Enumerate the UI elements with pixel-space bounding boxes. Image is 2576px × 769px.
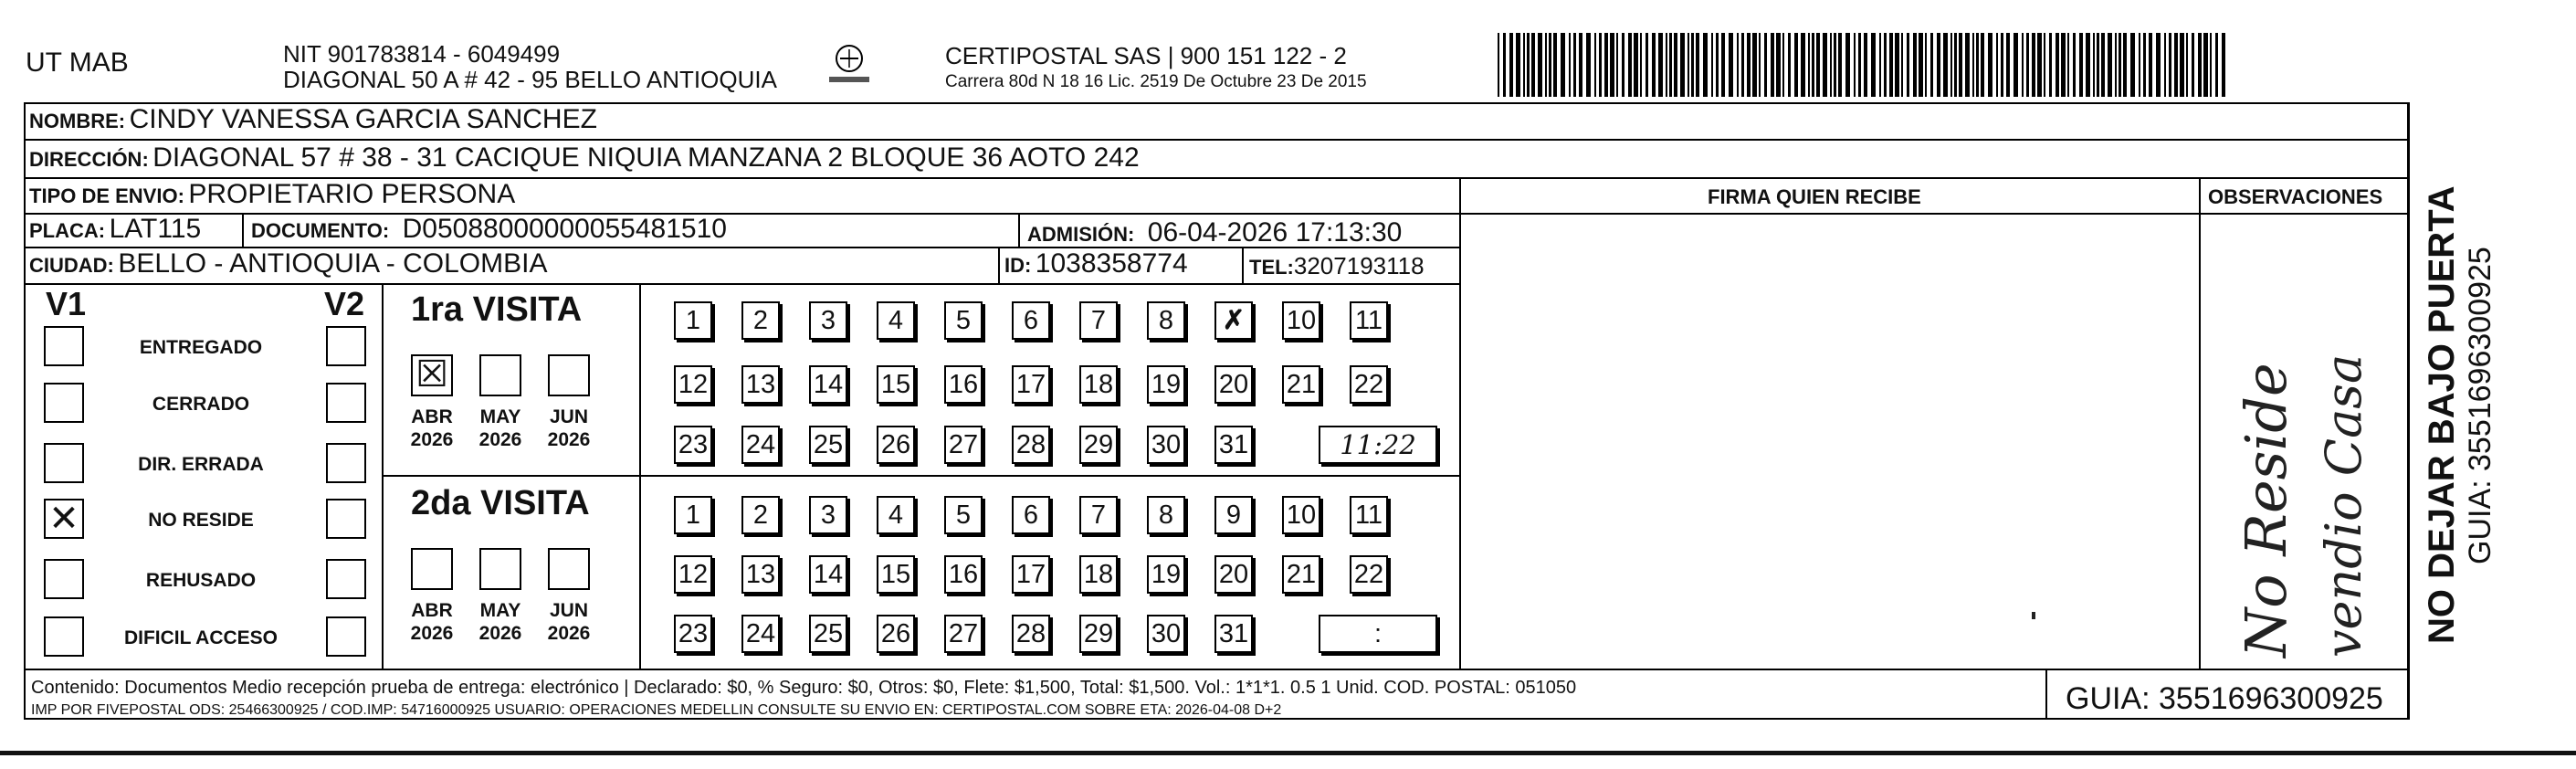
first-visit-day[interactable]: 4 xyxy=(877,301,915,340)
tel-cell xyxy=(1249,252,1425,280)
first-visit-day[interactable]: 31 xyxy=(1214,426,1253,464)
v2-header: V2 xyxy=(324,285,365,322)
name-row xyxy=(29,104,597,135)
carrier-license: Carrera 80d N 18 16 Lic. 2519 De Octubre 23 De 2015 xyxy=(945,72,1367,91)
city-value: BELLO - ANTIOQUIA - COLOMBIA xyxy=(118,248,548,279)
v1-checkbox[interactable] xyxy=(44,326,84,366)
second-visit-month-label xyxy=(405,599,458,645)
v1-checkbox[interactable] xyxy=(44,383,84,423)
second-visit-day[interactable]: 31 xyxy=(1214,615,1253,653)
first-visit-day[interactable]: 26 xyxy=(877,426,915,464)
handwritten-note-1: No Reside xyxy=(2233,363,2299,658)
second-visit-time[interactable]: : xyxy=(1319,615,1437,653)
second-visit-day[interactable]: 28 xyxy=(1012,615,1050,653)
address-label: DIRECCIÓN: xyxy=(29,148,149,171)
admission-label: ADMISIÓN: xyxy=(1027,223,1135,246)
first-visit-day[interactable]: 25 xyxy=(809,426,847,464)
second-visit-day[interactable]: 17 xyxy=(1012,555,1050,594)
second-visit-month-box[interactable] xyxy=(548,548,590,590)
v1-checkbox[interactable] xyxy=(44,559,84,599)
id-label: ID: xyxy=(1004,254,1032,277)
first-visit-day[interactable]: 18 xyxy=(1079,365,1118,404)
type-label: TIPO DE ENVIO: xyxy=(29,184,184,207)
second-visit-day[interactable]: 7 xyxy=(1079,496,1118,534)
first-visit-day[interactable]: 14 xyxy=(809,365,847,404)
second-visit-day[interactable]: 30 xyxy=(1147,615,1185,653)
handwritten-note-2: vendio Casa xyxy=(2315,353,2372,658)
month-year: 2026 xyxy=(410,429,454,450)
document-label: DOCUMENTO: xyxy=(251,219,390,242)
first-visit-day[interactable]: 17 xyxy=(1012,365,1050,404)
second-visit-day[interactable]: 21 xyxy=(1282,555,1320,594)
admission-value: 06-04-2026 17:13:30 xyxy=(1147,217,1403,248)
name-label: NOMBRE: xyxy=(29,110,126,132)
observations-area xyxy=(2205,219,2402,665)
first-visit-day[interactable]: 2 xyxy=(741,301,780,340)
first-visit-month-label xyxy=(542,406,595,451)
second-visit-day[interactable]: 26 xyxy=(877,615,915,653)
second-visit-day[interactable]: 15 xyxy=(877,555,915,594)
month-year: 2026 xyxy=(478,429,522,450)
second-visit-title: 2da VISITA xyxy=(411,484,590,522)
first-visit-month-box[interactable] xyxy=(548,354,590,396)
carrier-name: CERTIPOSTAL SAS | 900 151 122 - 2 xyxy=(945,42,1347,69)
side-guia: GUIA: 3551696300925 xyxy=(2463,247,2497,564)
month-name: ABR xyxy=(411,600,453,621)
v1-checkbox[interactable] xyxy=(44,443,84,483)
shipment-type: PROPIETARIO PERSONA xyxy=(188,179,516,209)
first-visit-day[interactable]: 7 xyxy=(1079,301,1118,340)
first-visit-day[interactable]: 30 xyxy=(1147,426,1185,464)
first-visit-month-box[interactable] xyxy=(479,354,521,396)
footer-content: Contenido: Documentos Medio recepción prueba de entrega: electrónico | Declarado: $0, % Seguro: $0, Otros: $0, Flete: $1,500, Total: $1,500. Vol.: 1*1*1. 0.5 1 Unid. COD. POSTAL: 051050 xyxy=(31,678,1577,698)
v2-checkbox[interactable] xyxy=(326,559,366,599)
second-visit-day[interactable]: 24 xyxy=(741,615,780,653)
second-visit-day[interactable]: 14 xyxy=(809,555,847,594)
first-visit-day[interactable]: 11 xyxy=(1350,301,1388,340)
first-visit-day[interactable]: 28 xyxy=(1012,426,1050,464)
signature-area xyxy=(1466,219,2192,665)
recipient-name: CINDY VANESSA GARCIA SANCHEZ xyxy=(129,104,597,134)
status-option-label: NO RESIDE xyxy=(148,510,254,531)
month-year: 2026 xyxy=(410,623,454,644)
plate-cell xyxy=(29,214,201,245)
month-year: 2026 xyxy=(547,623,591,644)
second-visit-day[interactable]: 6 xyxy=(1012,496,1050,534)
second-visit-day[interactable]: 12 xyxy=(674,555,712,594)
company-name: UT MAB xyxy=(26,47,129,78)
ink-dot xyxy=(2032,612,2035,619)
second-visit-day[interactable]: 13 xyxy=(741,555,780,594)
tel-value: 3207193118 xyxy=(1293,252,1425,279)
second-visit-day[interactable]: 5 xyxy=(944,496,983,534)
second-visit-month-box[interactable] xyxy=(411,548,453,590)
second-visit-day[interactable]: 29 xyxy=(1079,615,1118,653)
first-visit-month-label xyxy=(474,406,527,451)
second-visit-day[interactable]: 18 xyxy=(1079,555,1118,594)
first-visit-title: 1ra VISITA xyxy=(411,290,583,329)
first-visit-day[interactable]: 29 xyxy=(1079,426,1118,464)
status-option-label: REHUSADO xyxy=(145,570,257,591)
month-name: JUN xyxy=(549,600,588,621)
id-value: 1038358774 xyxy=(1035,248,1188,279)
first-visit-day[interactable]: ✗ xyxy=(1214,301,1253,340)
second-visit-day[interactable]: 20 xyxy=(1214,555,1253,594)
month-name: MAY xyxy=(479,406,521,427)
second-visit-day[interactable]: 19 xyxy=(1147,555,1185,594)
second-visit-month-box[interactable] xyxy=(479,548,521,590)
second-visit-day[interactable]: 25 xyxy=(809,615,847,653)
first-visit-day[interactable]: 19 xyxy=(1147,365,1185,404)
footer-print-info: IMP POR FIVEPOSTAL ODS: 25466300925 / COD.IMP: 54716000925 USUARIO: OPERACIONES MEDELLIN CONSULTE SU ENVIO EN: CERTIPOSTAL.COM SOBRE ETA: 2026-04-08 D+2 xyxy=(31,702,1282,718)
id-cell xyxy=(1004,248,1188,279)
sign-header: FIRMA QUIEN RECIBE xyxy=(1708,185,1921,208)
month-name: ABR xyxy=(411,406,453,427)
carrier-logo-icon xyxy=(822,38,877,93)
second-visit-day[interactable]: 8 xyxy=(1147,496,1185,534)
v2-checkbox[interactable] xyxy=(326,383,366,423)
status-option-label: DIR. ERRADA xyxy=(138,454,264,475)
company-address: DIAGONAL 50 A # 42 - 95 BELLO ANTIOQUIA xyxy=(283,66,777,93)
second-visit-day[interactable]: 10 xyxy=(1282,496,1320,534)
first-visit-day[interactable]: 21 xyxy=(1282,365,1320,404)
first-visit-day[interactable]: 12 xyxy=(674,365,712,404)
second-visit-day[interactable]: 9 xyxy=(1214,496,1253,534)
first-visit-day[interactable]: 15 xyxy=(877,365,915,404)
second-visit-day[interactable]: 23 xyxy=(674,615,712,653)
side-warning: NO DEJAR BAJO PUERTA xyxy=(2422,185,2462,644)
barcode xyxy=(1498,33,2228,97)
v2-checkbox[interactable] xyxy=(326,443,366,483)
second-visit-month-label xyxy=(542,599,595,645)
company-nit: NIT 901783814 - 6049499 xyxy=(283,40,561,68)
second-visit-day[interactable]: 22 xyxy=(1350,555,1388,594)
month-year: 2026 xyxy=(478,623,522,644)
first-visit-day[interactable]: 1 xyxy=(674,301,712,340)
bottom-edge xyxy=(0,751,2576,755)
first-visit-day[interactable]: 22 xyxy=(1350,365,1388,404)
first-visit-time[interactable]: 11:22 xyxy=(1319,426,1437,464)
second-visit-day[interactable]: 2 xyxy=(741,496,780,534)
v1-checkbox[interactable] xyxy=(44,616,84,657)
address-row xyxy=(29,142,1140,174)
first-visit-day[interactable]: 3 xyxy=(809,301,847,340)
second-visit-month-label xyxy=(474,599,527,645)
plate-label: PLACA: xyxy=(29,219,106,242)
first-visit-day[interactable]: 23 xyxy=(674,426,712,464)
first-visit-day[interactable]: 27 xyxy=(944,426,983,464)
document-value: D05088000000055481510 xyxy=(402,214,727,244)
month-year: 2026 xyxy=(547,429,591,450)
first-visit-day[interactable]: 16 xyxy=(944,365,983,404)
first-visit-day[interactable]: 5 xyxy=(944,301,983,340)
second-visit-day[interactable]: 16 xyxy=(944,555,983,594)
footer-guia: GUIA: 3551696300925 xyxy=(2066,681,2383,716)
tel-label: TEL: xyxy=(1249,256,1294,279)
city-label: CIUDAD: xyxy=(29,254,114,277)
first-visit-day[interactable]: 6 xyxy=(1012,301,1050,340)
status-option-label: DIFICIL ACCESO xyxy=(123,627,278,648)
city-cell xyxy=(29,248,547,279)
document-cell xyxy=(251,214,727,245)
v1-header: V1 xyxy=(46,285,87,322)
type-row xyxy=(29,179,515,210)
observations-header: OBSERVACIONES xyxy=(2208,185,2383,208)
second-visit-day[interactable]: 3 xyxy=(809,496,847,534)
v2-checkbox[interactable] xyxy=(326,326,366,366)
v2-checkbox[interactable] xyxy=(326,499,366,539)
first-visit-month-box[interactable]: ☒ xyxy=(411,354,453,396)
second-visit-day[interactable]: 1 xyxy=(674,496,712,534)
first-visit-month-label xyxy=(405,406,458,451)
first-visit-day[interactable]: 10 xyxy=(1282,301,1320,340)
month-name: MAY xyxy=(479,600,521,621)
v2-checkbox[interactable] xyxy=(326,616,366,657)
second-visit-day[interactable]: 27 xyxy=(944,615,983,653)
first-visit-day[interactable]: 8 xyxy=(1147,301,1185,340)
admission-cell xyxy=(1027,217,1402,248)
v1-checkbox[interactable]: ✕ xyxy=(44,499,84,539)
first-visit-day[interactable]: 13 xyxy=(741,365,780,404)
status-option-label: CERRADO xyxy=(152,394,250,415)
month-name: JUN xyxy=(549,406,588,427)
second-visit-day[interactable]: 11 xyxy=(1350,496,1388,534)
plate-value: LAT115 xyxy=(109,214,202,244)
recipient-address: DIAGONAL 57 # 38 - 31 CACIQUE NIQUIA MANZANA 2 BLOQUE 36 AOTO 242 xyxy=(152,142,1140,173)
first-visit-day[interactable]: 24 xyxy=(741,426,780,464)
status-option-label: ENTREGADO xyxy=(139,337,263,358)
first-visit-day[interactable]: 20 xyxy=(1214,365,1253,404)
second-visit-day[interactable]: 4 xyxy=(877,496,915,534)
